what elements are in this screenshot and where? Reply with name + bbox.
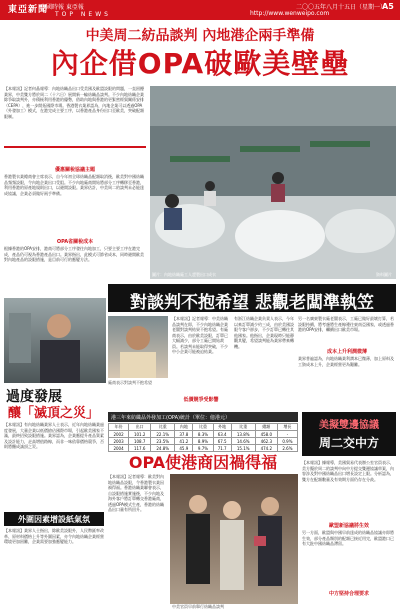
page-number: A5 bbox=[382, 2, 394, 11]
opa-headline: OPA使港商因禍得福 bbox=[128, 453, 278, 472]
main-photo-credit: 資料圖片 bbox=[376, 272, 392, 277]
feature-col-3: 另一名廣東製衣廠老闆表示，工廠已做好最壞打算，若設限持續，將考慮將生產線遷往東南亞國家，或透過香港的OPA安排，繼續出口歐美市場。 bbox=[298, 316, 394, 332]
table-cell: 9.7% bbox=[193, 445, 213, 452]
table-header: 外地 bbox=[213, 424, 231, 431]
table-cell: 0.9% bbox=[277, 438, 297, 445]
table-cell: 2.6% bbox=[277, 445, 297, 452]
right-headline-1: 美擬雙邊協議 bbox=[319, 420, 379, 431]
table-header: 比重 bbox=[151, 424, 175, 431]
sidebar-headline-1: 過度發展 bbox=[6, 389, 62, 405]
page-headline: 內企借OPA破歐美壁壘 bbox=[50, 47, 350, 80]
feature-col-2: 有浙江紡織企業負責人表示，今年以來訂單減少約三成，由於美國設限令客戶卻步，不少訂單已轉往其他國家。他指出，企業現時只能靜觀其變，希望談判能為業界帶來轉機。 bbox=[234, 316, 294, 349]
table-header: 年份 bbox=[109, 424, 129, 431]
table-cell: 14.6% bbox=[231, 438, 255, 445]
main-photo-caption: 圖片：內地紡織廠工人趕製出口成衣 bbox=[152, 272, 216, 277]
table-header: 出口 bbox=[129, 424, 151, 431]
factory-scene-illustration bbox=[150, 86, 396, 279]
lead-story-body-3: 根據香港的OPA安排，港商可將部分工序發往內地加工，只要主要工序在港完成，產品仍可視為香港產品出口。業界指出，此模式可節省成本，同時避開歐美對內地產品的設限措施，是目前可行的應變方法。 bbox=[4, 246, 144, 262]
table-cell: 458.0 bbox=[255, 431, 277, 438]
table-cell: 8.3% bbox=[193, 431, 213, 438]
table-header: 比重 bbox=[193, 424, 213, 431]
masthead-logo: 東亞新聞 bbox=[8, 5, 49, 15]
table-cell: 15.1% bbox=[231, 445, 255, 452]
table-cell: 2004 bbox=[109, 445, 129, 452]
table-cell: 22.1% bbox=[151, 431, 175, 438]
table-header: 增長 bbox=[277, 424, 297, 431]
table-cell: 474.2 bbox=[255, 445, 277, 452]
table-header: 總額 bbox=[255, 424, 277, 431]
feature-col-4: 業界普遍認為，內地紡織業利潤本已微薄，加上原料及工資成本上升，企業經營更為艱難。 bbox=[298, 356, 394, 367]
feature-col-1: 【本報訊】記者報導：中美紡織品談判在即，不少內地紡織企業老闆對談判結果不抱希望。有廠商表示，由於歐美設限，訂單已大幅減少，部分工廠已開始裁員。若談判未能取得突破，不少中小企業可能被迫結業。 bbox=[172, 316, 228, 354]
feature-photo-caption: 廠商表示對談判不抱希望 bbox=[108, 380, 152, 385]
feature-subhead-1: 低價競爭受影響 bbox=[183, 397, 219, 403]
feature-subhead-2: 成本上升利潤微薄 bbox=[326, 349, 367, 355]
table-cell: 67.5 bbox=[213, 438, 231, 445]
lead-story-body: 【本報訊】記者何晶報導：內地紡織品出口受美國及歐盟設限的問題，一直困擾業界，中美雙方將於周二（十六日）展開新一輪紡織品談判。不少內地紡織企業除爭取談判外，亦積極利用香港的優勢，借助內地與香港的更緊密經貿關係安排（CEPA），進一步開拓國際市場。香港製衣業界認為，內地企業可以透過OPA（外發加工）模式，在港完成主要工序，以香港產品身份出口至歐美，突破配額限制。 bbox=[4, 86, 144, 119]
table-header-row bbox=[109, 424, 298, 431]
table-cell: 101.2 bbox=[129, 431, 151, 438]
opa-photo-officials bbox=[170, 474, 298, 604]
lead-story-body-2: 香港製衣業總商會主席表示，自今年初全球紡織品配額取消後，歐美對中國紡織品頻頻設限，令內地企業出口受阻。不少內地廠商開始將部分工序轉移至香港，利用香港的原產地規則出口，以避開設限。業界估計，中美周二的談判未必能達成協議，企業必須做好兩手準備。 bbox=[4, 174, 144, 196]
man-portrait-illustration bbox=[4, 298, 106, 383]
main-photo-factory bbox=[150, 86, 396, 279]
table-row bbox=[109, 438, 298, 445]
table-row bbox=[109, 431, 298, 438]
table-cell: 13.8% bbox=[231, 431, 255, 438]
right-subhead-1: 歐盟新協議將生效 bbox=[328, 523, 369, 529]
right-col-1: 【本報訊】據報導，美國貿易代表辦公室官員表示，美方擬於周二的談判中向中方提交雙邊協議草案，內容涉及對中國紡織品出口增長設定上限。分析認為，雙方在配額數量及有效期方面仍存在分歧。 bbox=[302, 460, 394, 482]
officials-meeting-illustration bbox=[170, 474, 298, 604]
right-headline-box bbox=[302, 412, 396, 456]
table-cell: 108.7 bbox=[129, 438, 151, 445]
lead-subhead-1: 優惠關稅協議主題 bbox=[54, 167, 95, 173]
right-headline-2: 周二交中方 bbox=[318, 436, 379, 450]
table-header: 比重 bbox=[231, 424, 255, 431]
table-cell: - bbox=[277, 431, 297, 438]
divider bbox=[4, 146, 146, 148]
table-cell: 37.8 bbox=[175, 431, 193, 438]
table-cell: 462.3 bbox=[255, 438, 277, 445]
opa-table bbox=[108, 423, 298, 452]
table-cell: 23.5% bbox=[151, 438, 175, 445]
feature-headline: 對談判不抱希望 悲觀老闆準執笠 bbox=[108, 284, 396, 312]
table-cell: 71.7 bbox=[213, 445, 231, 452]
opa-col-1: 【本報訊】記者報導：歐美對內地紡織品設限，令香港製衣業因禍得福。香港紡織業聯會表示，自設限措施實施後，不少內地及海外客戶將訂單轉交香港廠商，透過OPA模式生產，香港的紡織品出口量有所回升。 bbox=[108, 474, 165, 512]
sidebar-body-2: 【本報訊】業界人士指出，除歐美設限外，人民幣匯率改革、原材料價格上升等外圍因素，亦令內地紡織企業經營環境更加困難，企業需要加強應變能力。 bbox=[4, 528, 104, 544]
table-header: 內地 bbox=[175, 424, 193, 431]
person-portrait-illustration bbox=[108, 316, 168, 378]
table-cell: 2003 bbox=[109, 438, 129, 445]
right-subhead-2: 中方堅持合理要求 bbox=[328, 591, 369, 597]
right-col-2: 另一方面，歐盟與中國早前達成的紡織品協議亦即將生效，部分產品類別的配額已接近用完，歐盟港口已有大批中國紡織品滯留。 bbox=[302, 530, 394, 546]
masthead-sub: 中國時報 東亞報 bbox=[40, 4, 84, 11]
sidebar-headline-3: 外圍因素增設紙氣氛 bbox=[4, 512, 104, 526]
lead-subhead-2: OPA省關稅成本 bbox=[56, 239, 94, 245]
sidebar-photo bbox=[4, 298, 106, 383]
table-cell: 24.8% bbox=[151, 445, 175, 452]
page-subheadline: 中美周二紡品談判 內地港企兩手準備 bbox=[85, 28, 315, 44]
table-title: 港三年來紡織品外發加工(OPA)統計（單位：億港元） bbox=[108, 412, 298, 422]
table-cell: 117.6 bbox=[129, 445, 151, 452]
sidebar-body: 【本報訊】有內地紡織業界人士表示，近年內地紡織業過度發展，大量企業以低價搶佔國際市場，引起歐美國家不滿，最終招致設限措施。業界認為，企業應提升產品質素及設計能力，走高增值路線，而非一味依靠價格競爭，否則將釀成滅頂之災。 bbox=[4, 422, 104, 449]
table-cell: 45.9 bbox=[175, 445, 193, 452]
table-cell: 8.9% bbox=[193, 438, 213, 445]
table-cell: 63.4 bbox=[213, 431, 231, 438]
masthead-english: TOP NEWS bbox=[55, 11, 111, 18]
feature-photo bbox=[108, 316, 168, 378]
masthead-url[interactable]: http://www.wenweipo.com bbox=[250, 10, 330, 17]
opa-photo-caption: 中美官員早前舉行紡織品談判 bbox=[172, 604, 224, 609]
table-cell: 41.2 bbox=[175, 438, 193, 445]
masthead-date: 二〇〇五年八月十五日（星期一） bbox=[296, 4, 387, 11]
table-cell: 2002 bbox=[109, 431, 129, 438]
sidebar-headline-2: 釀「滅頂之災」 bbox=[8, 406, 100, 421]
